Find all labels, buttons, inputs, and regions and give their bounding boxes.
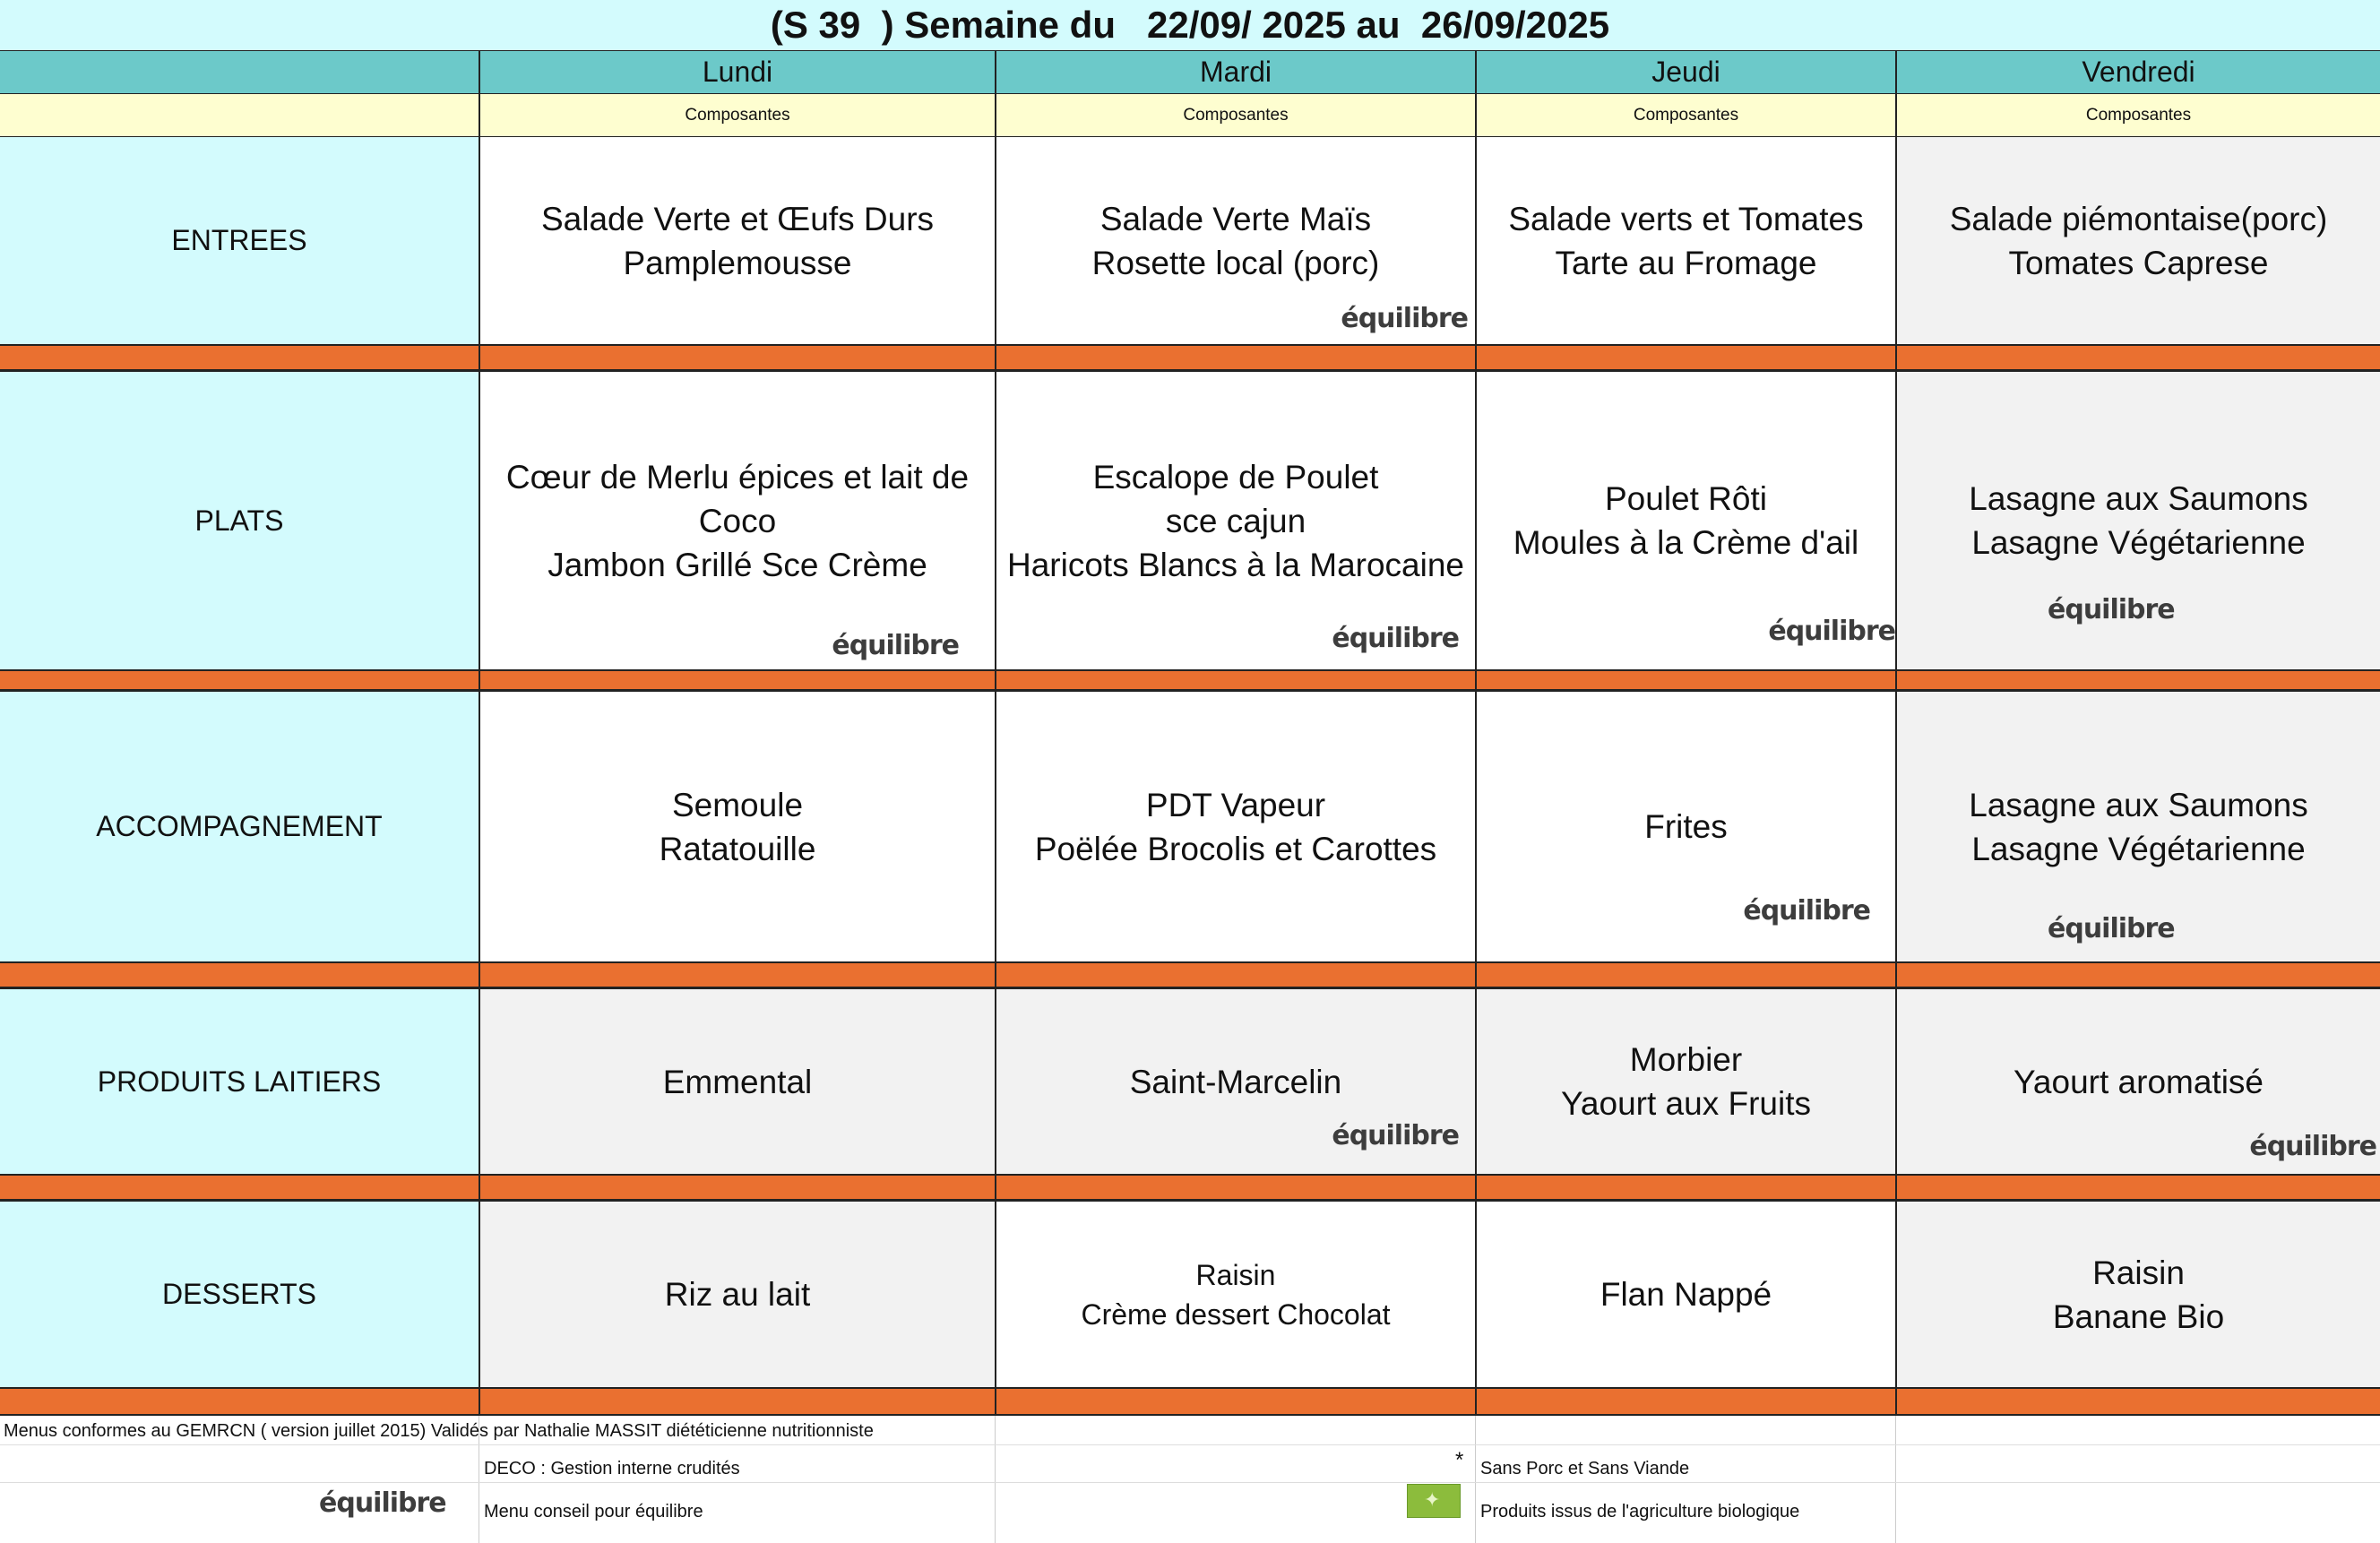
menu-cell — [995, 988, 1475, 1174]
composantes-row — [0, 93, 2380, 136]
footer-sans-porc: Sans Porc et Sans Viande — [1480, 1459, 1690, 1478]
equilibre-logo: équilibre — [1332, 623, 1459, 654]
footer-gemrcn: Menus conformes au GEMRCN ( version juillet 2015) Validés par Nathalie MASSIT diététicienne nutritionniste — [4, 1421, 874, 1441]
row-plats — [0, 371, 2380, 669]
composantes-empty — [0, 93, 479, 136]
category-plats: PLATS — [0, 371, 479, 669]
menu-cell — [479, 371, 995, 669]
category-accompagnement: ACCOMPAGNEMENT — [0, 691, 479, 961]
equilibre-logo: équilibre — [2249, 1131, 2376, 1162]
row-desserts — [0, 1201, 2380, 1387]
menu-cell — [1475, 691, 1895, 961]
separator — [0, 669, 2380, 691]
menu-cell — [1895, 988, 2380, 1174]
composantes-label: Composantes — [479, 93, 995, 136]
equilibre-logo: équilibre — [1341, 303, 1468, 334]
menu-cell: Flan Nappé — [1475, 1201, 1895, 1387]
menu-text: Escalope de Poulet sce cajun Haricots Blancs à la Marocaine — [1007, 458, 1464, 583]
footer-conseil: Menu conseil pour équilibre — [484, 1502, 703, 1521]
menu-cell — [1895, 371, 2380, 669]
day-header-row — [0, 50, 2380, 93]
composantes-label: Composantes — [1895, 93, 2380, 136]
menu-cell: Salade verts et Tomates Tarte au Fromage — [1475, 136, 1895, 344]
menu-cell: Morbier Yaourt aux Fruits — [1475, 988, 1895, 1174]
equilibre-logo: équilibre — [2048, 594, 2175, 625]
day-header-lundi: Lundi — [479, 50, 995, 93]
menu-cell: Salade Verte et Œufs Durs Pamplemousse — [479, 136, 995, 344]
menu-text: Saint-Marcelin — [1129, 1063, 1342, 1100]
day-header-vendredi: Vendredi — [1895, 50, 2380, 93]
menu-text: Poulet Rôti Moules à la Crème d'ail — [1513, 480, 1859, 561]
menu-cell — [1895, 691, 2380, 961]
equilibre-logo: équilibre — [832, 630, 959, 661]
menu-text: Frites — [1644, 808, 1728, 845]
menu-cell: PDT Vapeur Poëlée Brocolis et Carottes — [995, 691, 1475, 961]
menu-text: Lasagne aux Saumons Lasagne Végétarienne — [1969, 480, 2308, 561]
menu-cell: Emmental — [479, 988, 995, 1174]
row-entrees — [0, 136, 2380, 344]
menu-cell: Salade piémontaise(porc) Tomates Caprese — [1895, 136, 2380, 344]
equilibre-logo: équilibre — [1332, 1120, 1459, 1151]
footer-deco: DECO : Gestion interne crudités — [484, 1459, 740, 1478]
footer-asterisk: * — [1455, 1448, 1464, 1472]
menu-text: Salade Verte Maïs Rosette local (porc) — [1091, 200, 1380, 281]
row-accompagnement — [0, 691, 2380, 961]
separator — [0, 1174, 2380, 1201]
menu-cell: Semoule Ratatouille — [479, 691, 995, 961]
equilibre-logo: équilibre — [1743, 895, 1870, 927]
row-produits-laitiers — [0, 988, 2380, 1174]
category-entrees: ENTREES — [0, 136, 479, 344]
bio-leaf-icon — [1407, 1484, 1461, 1518]
category-produits-laitiers: PRODUITS LAITIERS — [0, 988, 479, 1174]
menu-cell — [995, 136, 1475, 344]
menu-text: Cœur de Merlu épices et lait de Coco Jambon Grillé Sce Crème — [505, 458, 970, 583]
menu-cell: Raisin Banane Bio — [1895, 1201, 2380, 1387]
composantes-label: Composantes — [995, 93, 1475, 136]
menu-cell: Raisin Crème dessert Chocolat — [995, 1201, 1475, 1387]
footer-bio: Produits issus de l'agriculture biologique — [1480, 1502, 1800, 1521]
equilibre-logo-footer: équilibre — [319, 1487, 446, 1519]
menu-text: Yaourt aromatisé — [2014, 1063, 2264, 1100]
equilibre-logo: équilibre — [1768, 616, 1895, 647]
day-header-jeudi: Jeudi — [1475, 50, 1895, 93]
menu-cell — [1475, 371, 1895, 669]
category-desserts: DESSERTS — [0, 1201, 479, 1387]
separator — [0, 1387, 2380, 1416]
day-header-empty — [0, 50, 479, 93]
composantes-label: Composantes — [1475, 93, 1895, 136]
separator — [0, 344, 2380, 371]
menu-text: Lasagne aux Saumons Lasagne Végétarienne — [1969, 786, 2308, 867]
equilibre-logo: équilibre — [2048, 913, 2175, 944]
separator — [0, 961, 2380, 988]
menu-cell: Riz au lait — [479, 1201, 995, 1387]
menu-cell — [995, 371, 1475, 669]
page-title: (S 39 ) Semaine du 22/09/ 2025 au 26/09/2025 — [0, 0, 2380, 50]
day-header-mardi: Mardi — [995, 50, 1475, 93]
